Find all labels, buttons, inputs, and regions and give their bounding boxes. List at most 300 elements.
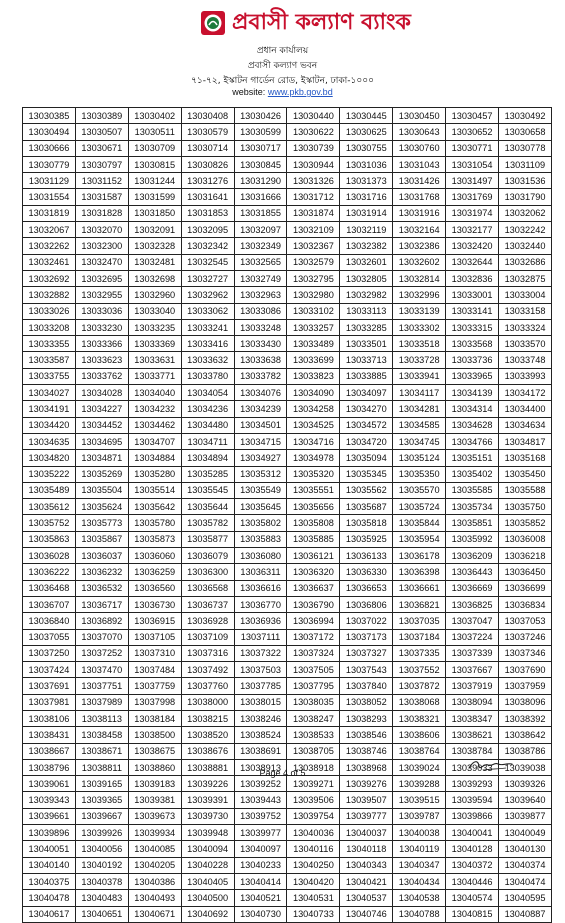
table-row: [23, 629, 552, 645]
roll-number-cell: 13034820: [23, 450, 76, 466]
roll-number-cell: 13038293: [340, 710, 393, 726]
roll-number-cell: 13033208: [23, 319, 76, 335]
roll-number-cell: 13036669: [446, 580, 499, 596]
roll-number-cell: 13033568: [446, 336, 499, 352]
roll-number-cell: 13034236: [181, 401, 234, 417]
roll-number-cell: 13038347: [446, 710, 499, 726]
roll-number-cell: 13035925: [340, 531, 393, 547]
roll-number-cell: 13034028: [75, 385, 128, 401]
roll-number-cell: 13034817: [499, 433, 552, 449]
roll-number-cell: 13030408: [181, 108, 234, 124]
roll-number-cell: 13036398: [393, 564, 446, 580]
roll-number-cell: 13039038: [499, 759, 552, 775]
roll-number-cell: 13040446: [446, 873, 499, 889]
roll-number-cell: 13032300: [75, 238, 128, 254]
letterhead-brand: [0, 6, 565, 40]
roll-number-cell: 13036653: [340, 580, 393, 596]
roll-number-cell: 13038546: [340, 727, 393, 743]
roll-number-cell: 13037785: [234, 678, 287, 694]
roll-number-cell: 13035585: [446, 482, 499, 498]
roll-number-cell: 13040347: [393, 857, 446, 873]
table-row: [23, 205, 552, 221]
roll-number-cell: 13039365: [75, 792, 128, 808]
roll-number-cell: 13031554: [23, 189, 76, 205]
roll-number-cell: 13035724: [393, 499, 446, 515]
roll-number-cell: 13036915: [128, 613, 181, 629]
roll-number-cell: 13031974: [446, 205, 499, 221]
roll-number-cell: 13034227: [75, 401, 128, 417]
roll-number-cell: 13040116: [287, 841, 340, 857]
roll-number-cell: 13038094: [446, 694, 499, 710]
roll-number-cell: 13030494: [23, 124, 76, 140]
roll-number-cell: 13033285: [340, 319, 393, 335]
table-row: [23, 662, 552, 678]
roll-number-cell: 13038913: [234, 759, 287, 775]
roll-number-cell: 13033699: [287, 352, 340, 368]
roll-number-cell: 13036443: [446, 564, 499, 580]
roll-number-cell: 13032980: [287, 287, 340, 303]
roll-number-cell: 13035551: [287, 482, 340, 498]
roll-number-cell: 13034720: [340, 433, 393, 449]
roll-number-cell: 13031712: [287, 189, 340, 205]
roll-number-cell: 13036222: [23, 564, 76, 580]
roll-number-cell: 13037667: [446, 662, 499, 678]
table-row: [23, 710, 552, 726]
roll-number-cell: 13032565: [234, 254, 287, 270]
roll-number-cell: 13035750: [499, 499, 552, 515]
roll-number-cell: 13034978: [287, 450, 340, 466]
table-row: [23, 596, 552, 612]
table-row: [23, 156, 552, 172]
roll-number-cell: 13032727: [181, 270, 234, 286]
roll-number-cell: 13033728: [393, 352, 446, 368]
roll-number-cell: 13032262: [23, 238, 76, 254]
roll-number-cell: 13030755: [340, 140, 393, 156]
roll-number-cell: 13040085: [128, 841, 181, 857]
roll-number-cell: 13033941: [393, 368, 446, 384]
roll-number-cell: 13039730: [181, 808, 234, 824]
roll-number-cell: 13037552: [393, 662, 446, 678]
roll-number-cell: 13036616: [234, 580, 287, 596]
roll-number-cell: 13032091: [128, 222, 181, 238]
table-row: [23, 319, 552, 335]
roll-number-cell: 13032982: [340, 287, 393, 303]
roll-number-cell: 13038247: [287, 710, 340, 726]
roll-number-cell: 13034027: [23, 385, 76, 401]
roll-number-cell: 13030507: [75, 124, 128, 140]
roll-number-cell: 13030671: [75, 140, 128, 156]
roll-number-cell: 13033587: [23, 352, 76, 368]
table-row: [23, 336, 552, 352]
roll-number-cell: 13033355: [23, 336, 76, 352]
roll-number-cell: 13035863: [23, 531, 76, 547]
roll-number-cell: 13033040: [128, 303, 181, 319]
roll-number-cell: 13040478: [23, 890, 76, 906]
roll-number-cell: 13036892: [75, 613, 128, 629]
roll-number-cell: 13033518: [393, 336, 446, 352]
roll-number-cell: 13039661: [23, 808, 76, 824]
roll-number-cell: 13035992: [446, 531, 499, 547]
roll-number-cell: 13039594: [446, 792, 499, 808]
roll-number-cell: 13036936: [234, 613, 287, 629]
roll-number-cell: 13038786: [499, 743, 552, 759]
roll-number-cell: 13030815: [128, 156, 181, 172]
roll-number-cell: 13031109: [499, 156, 552, 172]
roll-number-cell: 13034635: [23, 433, 76, 449]
roll-number-cell: 13040205: [128, 857, 181, 873]
roll-number-cell: 13039288: [393, 776, 446, 792]
roll-number-cell: 13040130: [499, 841, 552, 857]
roll-number-cell: 13035808: [287, 515, 340, 531]
roll-number-cell: 13037840: [340, 678, 393, 694]
roll-number-cell: 13040500: [181, 890, 234, 906]
roll-number-cell: 13035873: [128, 531, 181, 547]
roll-number-cell: 13030709: [128, 140, 181, 156]
roll-number-cell: 13036532: [75, 580, 128, 596]
roll-number-cell: 13034281: [393, 401, 446, 417]
roll-number-cell: 13038184: [128, 710, 181, 726]
roll-number-cell: 13034258: [287, 401, 340, 417]
roll-number-cell: 13032461: [23, 254, 76, 270]
roll-number-cell: 13033623: [75, 352, 128, 368]
roll-number-cell: 13034711: [181, 433, 234, 449]
roll-number-cell: 13039507: [340, 792, 393, 808]
table-row: [23, 270, 552, 286]
table-row: [23, 124, 552, 140]
roll-number-cell: 13033570: [499, 336, 552, 352]
roll-number-cell: 13036790: [287, 596, 340, 612]
roll-number-cell: 13040097: [234, 841, 287, 857]
office-address: ৭১-৭২, ইস্কাটন গার্ডেন রোড, ইস্কাটন, ঢাকা-১০০০: [191, 76, 374, 86]
roll-number-cell: 13035642: [128, 499, 181, 515]
roll-number-cell: 13034139: [446, 385, 499, 401]
roll-number-cell: 13033416: [181, 336, 234, 352]
roll-number-cell: 13035851: [446, 515, 499, 531]
roll-number-cell: 13040733: [287, 906, 340, 922]
table-row: [23, 857, 552, 873]
roll-number-cell: 13037339: [446, 645, 499, 661]
roll-number-cell: 13039667: [75, 808, 128, 824]
roll-number-cell: 13034239: [234, 401, 287, 417]
roll-number-cell: 13039271: [287, 776, 340, 792]
roll-number-cell: 13030579: [181, 124, 234, 140]
roll-number-cell: 13032963: [234, 287, 287, 303]
roll-number-cell: 13039673: [128, 808, 181, 824]
roll-number-cell: 13032795: [287, 270, 340, 286]
table-row: [23, 694, 552, 710]
table-row: [23, 352, 552, 368]
roll-number-cell: 13040595: [499, 890, 552, 906]
roll-number-cell: 13037989: [75, 694, 128, 710]
roll-number-cell: 13037959: [499, 678, 552, 694]
roll-number-cell: 13034172: [499, 385, 552, 401]
roll-number-cell: 13036730: [128, 596, 181, 612]
roll-number-cell: 13031054: [446, 156, 499, 172]
roll-number-cell: 13032955: [75, 287, 128, 303]
roll-number-cell: 13039391: [181, 792, 234, 808]
roll-number-cell: 13033501: [340, 336, 393, 352]
roll-number-cell: 13036825: [446, 596, 499, 612]
roll-number-cell: 13033965: [446, 368, 499, 384]
roll-number-cell: 13040378: [75, 873, 128, 889]
roll-number-cell: 13034097: [340, 385, 393, 401]
roll-number-cell: 13031768: [393, 189, 446, 205]
roll-number-cell: 13031850: [128, 205, 181, 221]
roll-number-cell: 13034452: [75, 417, 128, 433]
roll-number-cell: 13040094: [181, 841, 234, 857]
roll-number-cell: 13030845: [234, 156, 287, 172]
roll-number-cell: 13035151: [446, 450, 499, 466]
roll-number-table-body: [23, 108, 552, 923]
roll-number-cell: 13040521: [234, 890, 287, 906]
roll-number-cell: 13034871: [75, 450, 128, 466]
roll-number-cell: 13034766: [446, 433, 499, 449]
roll-number-cell: 13036821: [393, 596, 446, 612]
roll-number-cell: 13035802: [234, 515, 287, 531]
roll-number-cell: 13032420: [446, 238, 499, 254]
table-row: [23, 792, 552, 808]
roll-number-cell: 13034572: [340, 417, 393, 433]
roll-number-cell: 13040730: [234, 906, 287, 922]
roll-number-cell: 13033257: [287, 319, 340, 335]
roll-number-cell: 13035885: [287, 531, 340, 547]
roll-number-cell: 13031716: [340, 189, 393, 205]
roll-number-cell: 13031874: [287, 205, 340, 221]
roll-number-cell: 13039033: [446, 759, 499, 775]
roll-number-cell: 13035312: [234, 466, 287, 482]
roll-number-cell: 13038520: [181, 727, 234, 743]
roll-number-cell: 13032960: [128, 287, 181, 303]
roll-number-cell: 13038671: [75, 743, 128, 759]
roll-number-cell: 13032695: [75, 270, 128, 286]
table-row: [23, 727, 552, 743]
roll-number-cell: 13035222: [23, 466, 76, 482]
roll-number-cell: 13035624: [75, 499, 128, 515]
roll-number-cell: 13033026: [23, 303, 76, 319]
roll-number-cell: 13037470: [75, 662, 128, 678]
roll-number-cell: 13037324: [287, 645, 340, 661]
roll-number-cell: 13040036: [287, 825, 340, 841]
roll-number-cell: 13035450: [499, 466, 552, 482]
roll-number-cell: 13030643: [393, 124, 446, 140]
roll-number-cell: 13031828: [75, 205, 128, 221]
roll-number-cell: 13038015: [234, 694, 287, 710]
website-label: website:: [232, 87, 266, 97]
roll-number-cell: 13037327: [340, 645, 393, 661]
roll-number-cell: 13038667: [23, 743, 76, 759]
roll-number-cell: 13037184: [393, 629, 446, 645]
roll-number-cell: 13033885: [340, 368, 393, 384]
roll-number-cell: 13040037: [340, 825, 393, 841]
roll-number-cell: 13032470: [75, 254, 128, 270]
roll-number-cell: 13035734: [446, 499, 499, 515]
roll-number-cell: 13031276: [181, 173, 234, 189]
roll-number-cell: 13034745: [393, 433, 446, 449]
roll-number-cell: 13040788: [393, 906, 446, 922]
roll-number-cell: 13032602: [393, 254, 446, 270]
roll-number-cell: 13031129: [23, 173, 76, 189]
roll-number-cell: 13035818: [340, 515, 393, 531]
roll-number-cell: 13030402: [128, 108, 181, 124]
roll-number-cell: 13036008: [499, 531, 552, 547]
roll-number-cell: 13037484: [128, 662, 181, 678]
roll-number-cell: 13037503: [234, 662, 287, 678]
roll-number-cell: 13032962: [181, 287, 234, 303]
table-row: [23, 433, 552, 449]
roll-number-cell: 13040140: [23, 857, 76, 873]
roll-number-cell: 13033755: [23, 368, 76, 384]
table-row: [23, 531, 552, 547]
roll-number-cell: 13036121: [287, 548, 340, 564]
roll-number-cell: 13040493: [128, 890, 181, 906]
roll-number-cell: 13030625: [340, 124, 393, 140]
roll-number-cell: 13033782: [234, 368, 287, 384]
roll-number-cell: 13037224: [446, 629, 499, 645]
roll-number-cell: 13033823: [287, 368, 340, 384]
roll-number-cell: 13032805: [340, 270, 393, 286]
roll-number-cell: 13038675: [128, 743, 181, 759]
roll-number-cell: 13037346: [499, 645, 552, 661]
roll-number-cell: 13040538: [393, 890, 446, 906]
roll-number-cell: 13039252: [234, 776, 287, 792]
roll-number-cell: 13033771: [128, 368, 181, 384]
roll-number-cell: 13031244: [128, 173, 181, 189]
roll-number-cell: 13031916: [393, 205, 446, 221]
table-row: [23, 515, 552, 531]
table-row: [23, 482, 552, 498]
roll-number-cell: 13037919: [446, 678, 499, 694]
roll-number-cell: 13040192: [75, 857, 128, 873]
website-link[interactable]: www.pkb.gov.bd: [267, 87, 333, 97]
roll-number-cell: 13033235: [128, 319, 181, 335]
roll-number-cell: 13033632: [181, 352, 234, 368]
roll-number-cell: 13040692: [181, 906, 234, 922]
roll-number-cell: 13035752: [23, 515, 76, 531]
roll-number-cell: 13039293: [446, 776, 499, 792]
roll-number-cell: 13040474: [499, 873, 552, 889]
roll-number-cell: 13030457: [446, 108, 499, 124]
roll-number-cell: 13040374: [499, 857, 552, 873]
table-row: [23, 173, 552, 189]
roll-number-cell: 13035867: [75, 531, 128, 547]
roll-number-cell: 13037872: [393, 678, 446, 694]
roll-number-cell: 13035570: [393, 482, 446, 498]
roll-number-table: [22, 107, 552, 923]
roll-number-cell: 13040671: [128, 906, 181, 922]
roll-number-cell: 13036320: [287, 564, 340, 580]
roll-number-cell: 13032349: [234, 238, 287, 254]
roll-number-cell: 13035280: [128, 466, 181, 482]
roll-number-cell: 13030385: [23, 108, 76, 124]
roll-number-cell: 13038500: [128, 727, 181, 743]
roll-number-cell: 13033004: [499, 287, 552, 303]
roll-number-cell: 13036560: [128, 580, 181, 596]
roll-number-cell: 13036699: [499, 580, 552, 596]
bank-name: প্রবাসী কল্যাণ ব্যাংক: [232, 10, 411, 35]
roll-number-cell: 13040343: [340, 857, 393, 873]
roll-number-cell: 13039343: [23, 792, 76, 808]
roll-number-cell: 13035877: [181, 531, 234, 547]
roll-number-cell: 13039934: [128, 825, 181, 841]
roll-number-cell: 13036834: [499, 596, 552, 612]
roll-number-cell: 13036770: [234, 596, 287, 612]
roll-number-cell: 13031790: [499, 189, 552, 205]
roll-number-cell: 13033993: [499, 368, 552, 384]
roll-number-cell: 13034695: [75, 433, 128, 449]
bank-logo-icon: [200, 10, 226, 36]
roll-number-cell: 13037981: [23, 694, 76, 710]
roll-number-cell: 13038691: [234, 743, 287, 759]
roll-number-cell: 13035504: [75, 482, 128, 498]
roll-number-cell: 13038860: [128, 759, 181, 775]
roll-number-cell: 13032836: [446, 270, 499, 286]
table-row: [23, 238, 552, 254]
table-row: [23, 548, 552, 564]
roll-number-cell: 13040420: [287, 873, 340, 889]
roll-number-cell: 13030426: [234, 108, 287, 124]
roll-number-cell: 13039326: [499, 776, 552, 792]
roll-number-cell: 13039276: [340, 776, 393, 792]
roll-number-cell: 13039183: [128, 776, 181, 792]
roll-number-cell: 13031536: [499, 173, 552, 189]
roll-number-cell: 13037795: [287, 678, 340, 694]
table-row: [23, 645, 552, 661]
roll-number-cell: 13032579: [287, 254, 340, 270]
roll-number-cell: 13030450: [393, 108, 446, 124]
roll-number-cell: 13035780: [128, 515, 181, 531]
table-row: [23, 564, 552, 580]
roll-number-cell: 13031036: [340, 156, 393, 172]
roll-number-cell: 13038746: [340, 743, 393, 759]
roll-number-cell: 13033366: [75, 336, 128, 352]
table-row: [23, 890, 552, 906]
roll-number-cell: 13030389: [75, 108, 128, 124]
roll-number-cell: 13036994: [287, 613, 340, 629]
roll-number-cell: 13030944: [287, 156, 340, 172]
roll-number-cell: 13032177: [446, 222, 499, 238]
roll-number-cell: 13032382: [340, 238, 393, 254]
roll-number-cell: 13033113: [340, 303, 393, 319]
table-row: [23, 906, 552, 922]
roll-number-cell: 13034090: [287, 385, 340, 401]
roll-number-cell: 13034927: [234, 450, 287, 466]
roll-number-cell: 13038000: [181, 694, 234, 710]
table-row: [23, 808, 552, 824]
roll-number-cell: 13039515: [393, 792, 446, 808]
roll-number-cell: 13040386: [128, 873, 181, 889]
roll-number-cell: 13038968: [340, 759, 393, 775]
roll-number-cell: 13039787: [393, 808, 446, 824]
roll-number-cell: 13036928: [181, 613, 234, 629]
roll-number-cell: 13030445: [340, 108, 393, 124]
roll-number-cell: 13039024: [393, 759, 446, 775]
roll-number-cell: 13036737: [181, 596, 234, 612]
roll-number-cell: 13039777: [340, 808, 393, 824]
roll-number-cell: 13038246: [234, 710, 287, 726]
roll-number-cell: 13031853: [181, 205, 234, 221]
roll-number-cell: 13033324: [499, 319, 552, 335]
page-number: Page 4 of 5: [259, 768, 306, 778]
roll-number-cell: 13035269: [75, 466, 128, 482]
table-row: [23, 108, 552, 124]
roll-number-cell: 13040056: [75, 841, 128, 857]
roll-number-cell: 13030779: [23, 156, 76, 172]
roll-number-cell: 13034585: [393, 417, 446, 433]
roll-number-cell: 13036060: [128, 548, 181, 564]
roll-number-cell: 13038321: [393, 710, 446, 726]
roll-number-cell: 13033001: [446, 287, 499, 303]
table-row: [23, 450, 552, 466]
